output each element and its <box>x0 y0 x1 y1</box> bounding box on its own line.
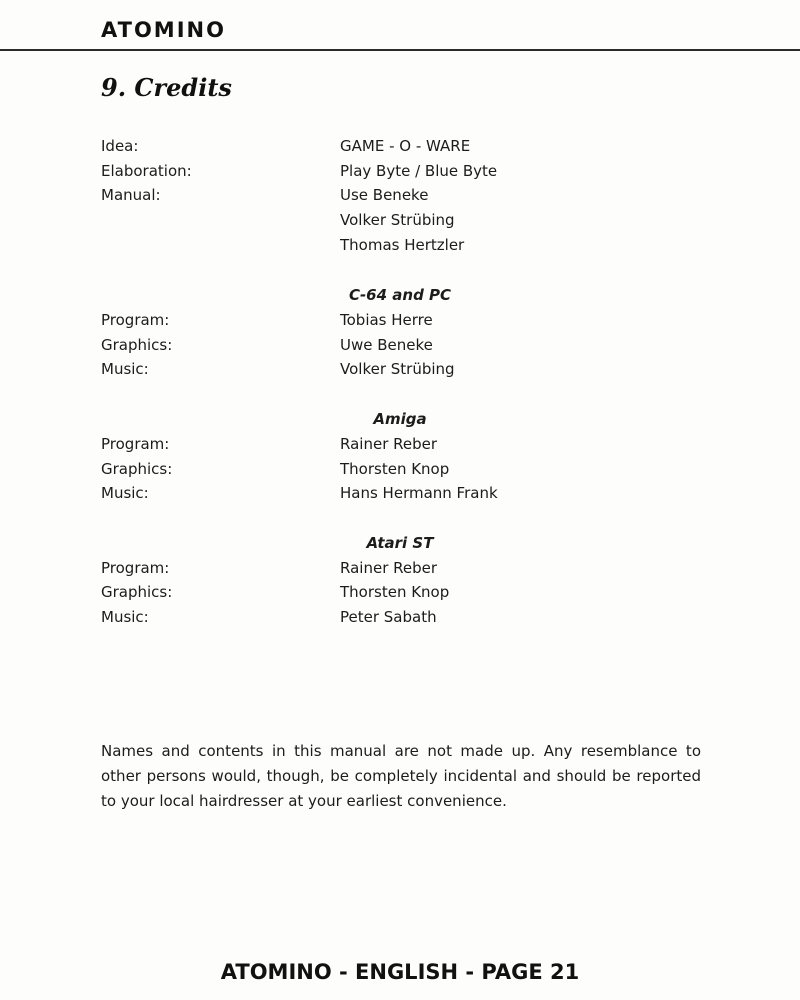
credit-role: Manual: <box>101 186 161 204</box>
credit-row <box>0 556 800 581</box>
credit-name: Thorsten Knop <box>340 583 450 601</box>
credit-role: Graphics: <box>101 460 173 478</box>
credit-row <box>0 580 800 605</box>
credit-row <box>0 134 800 159</box>
credit-name: Use Beneke <box>340 186 429 204</box>
credit-role: Program: <box>101 435 170 453</box>
section-title: 9. Credits <box>101 73 232 102</box>
disclaimer-paragraph: Names and contents in this manual are not made up. Any resemblance to other persons would, though, be completely incidental and should be reported to your local hairdresser at your earliest convenience. <box>101 742 701 810</box>
credit-row <box>0 159 800 184</box>
header-divider <box>0 49 800 51</box>
page-footer: ATOMINO - ENGLISH - PAGE 21 <box>220 960 580 984</box>
credit-name: Tobias Herre <box>340 311 433 329</box>
credit-role: Music: <box>101 360 149 378</box>
credit-role: Music: <box>101 608 149 626</box>
credit-row <box>0 308 800 333</box>
credit-row <box>0 481 800 506</box>
credit-name: Rainer Reber <box>340 559 438 577</box>
credit-role: Graphics: <box>101 336 173 354</box>
credit-row <box>0 432 800 457</box>
credit-name: GAME - O - WARE <box>340 137 471 155</box>
credit-row <box>0 457 800 482</box>
credit-name: Rainer Reber <box>340 435 438 453</box>
credit-row <box>0 208 800 233</box>
credit-name: Hans Hermann Frank <box>340 484 498 502</box>
credit-name: Thorsten Knop <box>340 460 450 478</box>
platform-heading-amiga: Amiga <box>373 410 427 428</box>
credit-name: Play Byte / Blue Byte <box>340 162 498 180</box>
credit-role: Elaboration: <box>101 162 192 180</box>
platform-heading-c64-pc: C-64 and PC <box>348 286 452 304</box>
credit-name: Peter Sabath <box>340 608 437 626</box>
credit-name: Thomas Hertzler <box>340 236 465 254</box>
credit-row <box>0 333 800 358</box>
credit-role: Graphics: <box>101 583 173 601</box>
credit-name: Volker Strübing <box>340 360 455 378</box>
credit-role: Program: <box>101 559 170 577</box>
credit-row <box>0 183 800 208</box>
credit-role: Music: <box>101 484 149 502</box>
credit-row <box>0 605 800 630</box>
credit-role: Program: <box>101 311 170 329</box>
credit-name: Volker Strübing <box>340 211 455 229</box>
credit-role: Idea: <box>101 137 139 155</box>
credit-name: Uwe Beneke <box>340 336 433 354</box>
credit-row <box>0 357 800 382</box>
running-header-title: ATOMINO <box>101 18 226 42</box>
platform-heading-atari-st: Atari ST <box>366 534 434 552</box>
credit-row <box>0 233 800 258</box>
